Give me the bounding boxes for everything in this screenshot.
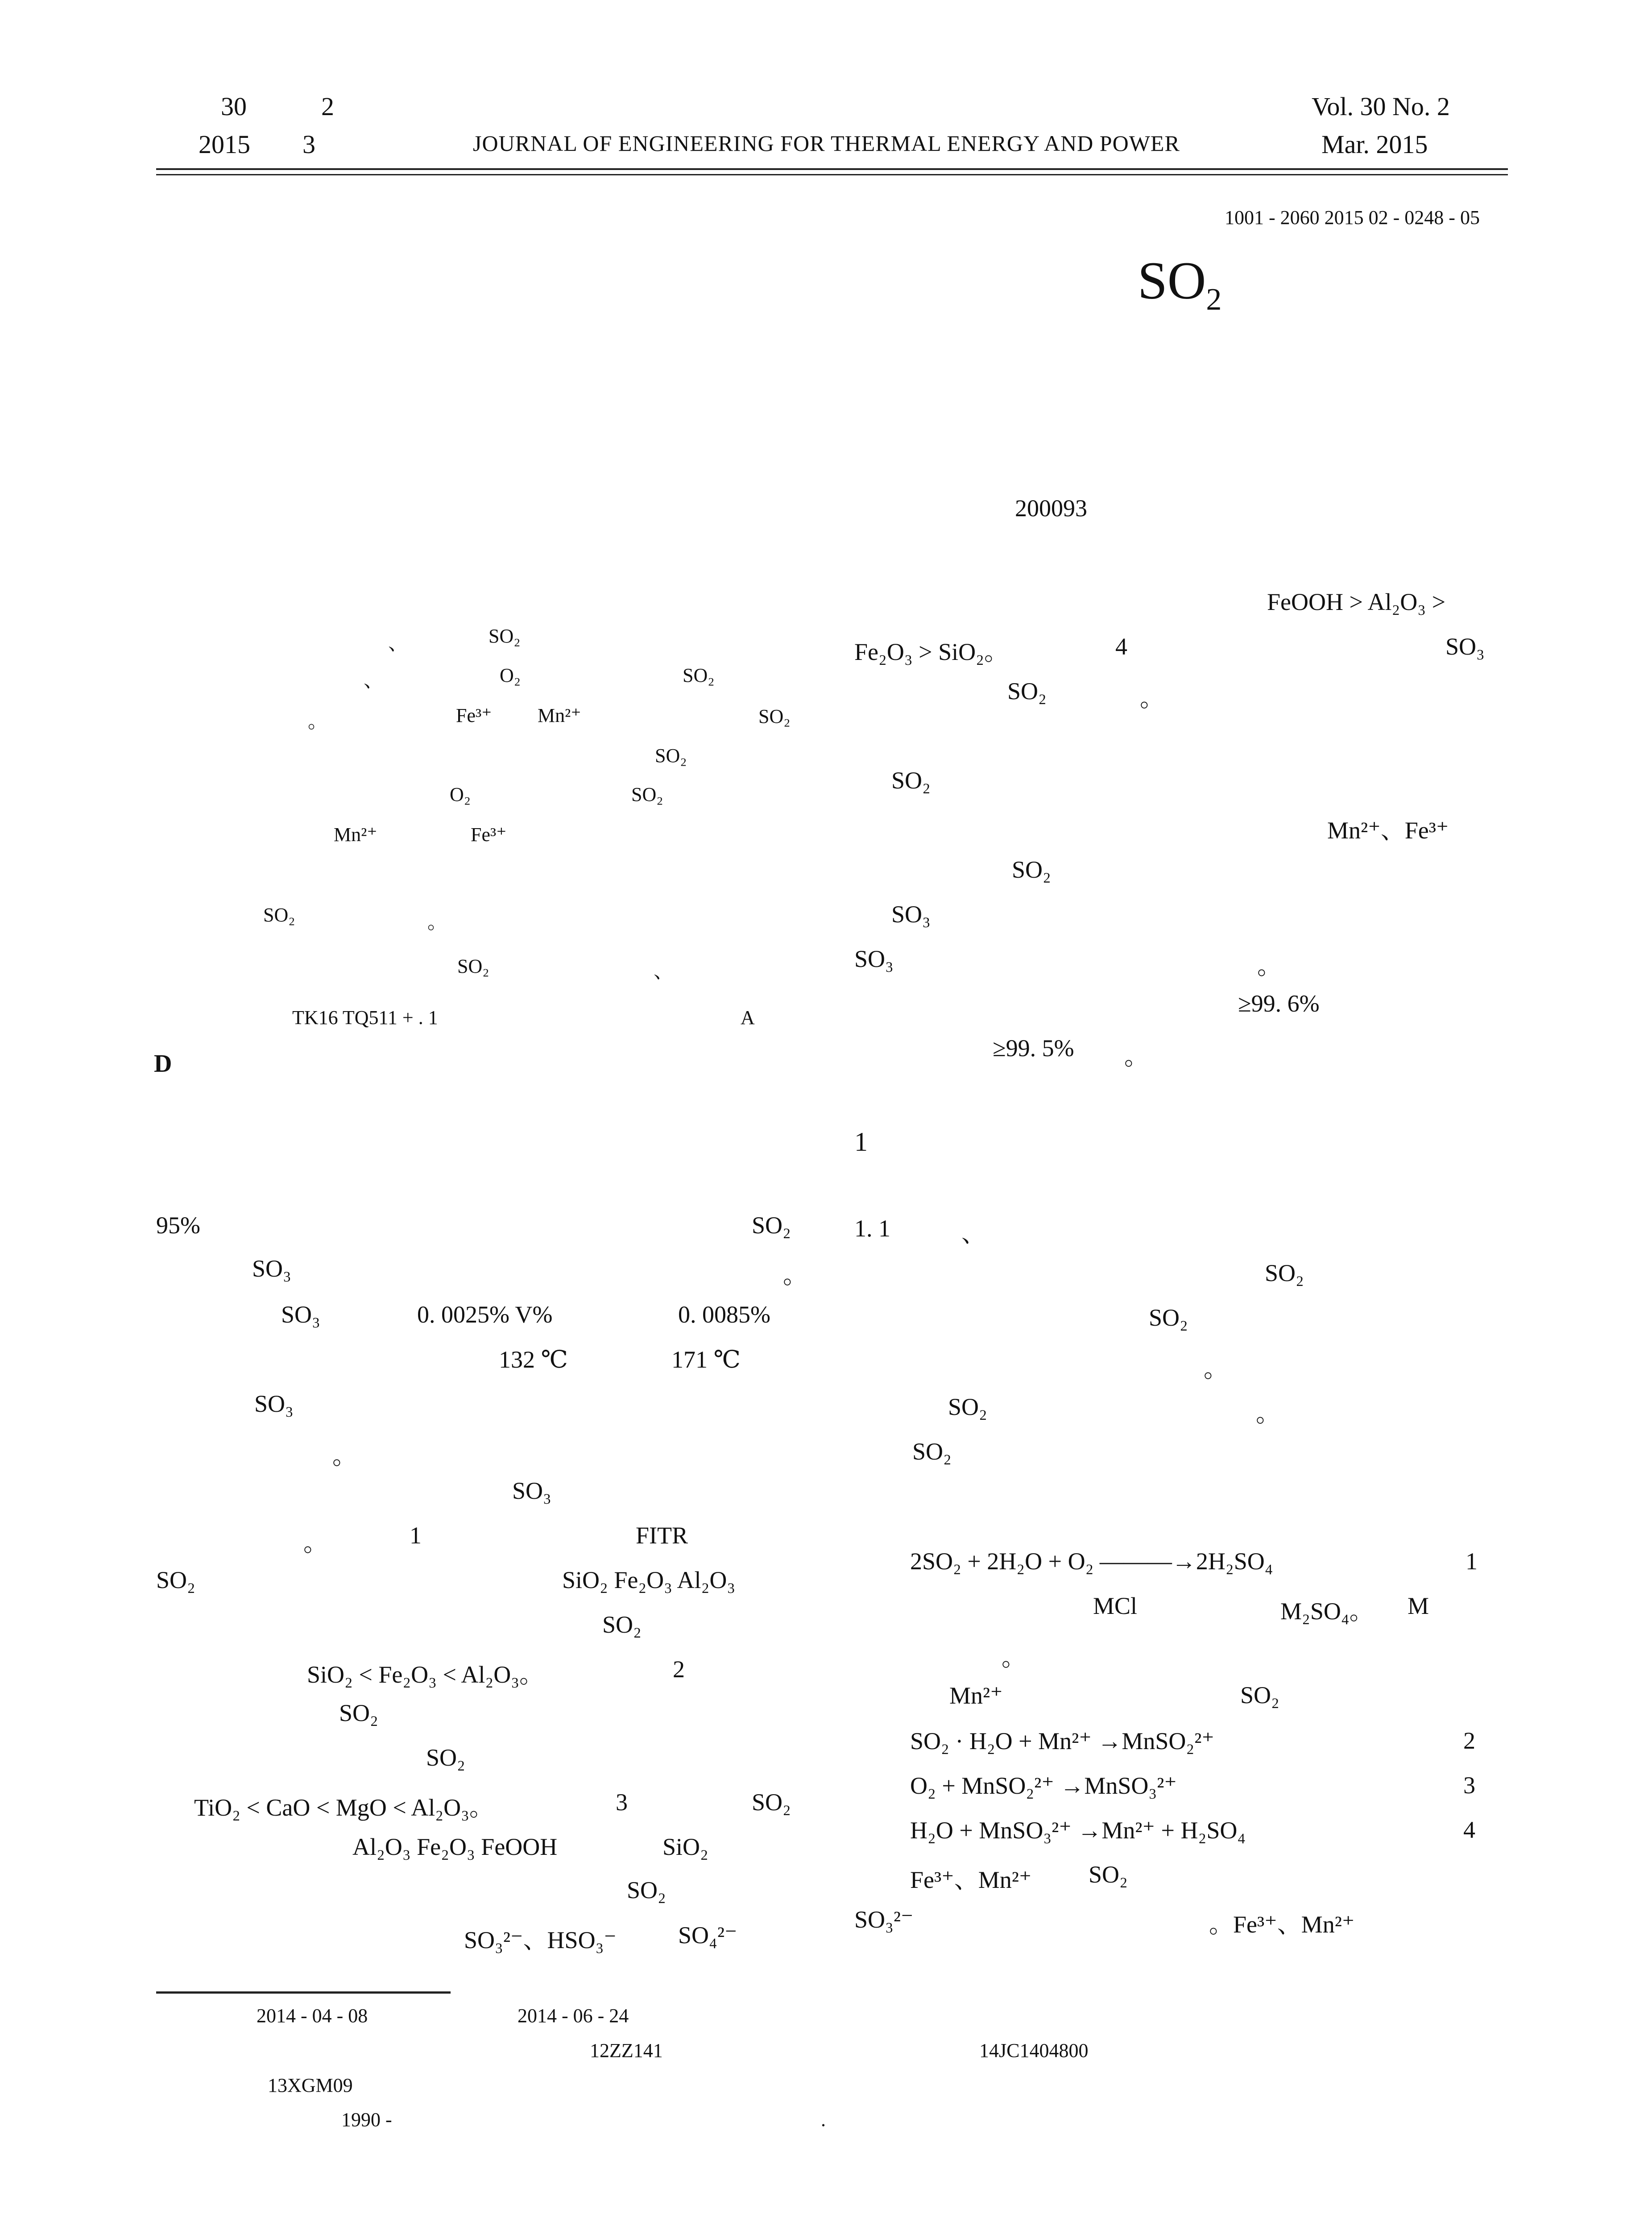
header-rule-bottom [156,174,1508,175]
postcode: 200093 [1015,495,1087,522]
equation-3-number: 3 [1463,1772,1475,1799]
header-date-en: Mar. 2015 [1321,130,1428,159]
equation-4-number: 4 [1463,1816,1475,1843]
header-volume: 30 [221,92,247,121]
equation-1-number: 1 [1466,1548,1478,1575]
equation-1: 2SO₂ + 2H₂O + O₂ ———→2H₂SO₄ [910,1548,1273,1575]
equation-2: SO₂ · H₂O + Mn²⁺ →MnSO₂²⁺ [910,1728,1214,1754]
equation-4: H₂O + MnSO₃²⁺ →Mn²⁺ + H₂SO₄ [910,1817,1246,1844]
journal-name: JOURNAL OF ENGINEERING FOR THERMAL ENERGY AND POWER [473,131,1180,156]
footnote-rule [156,1991,451,1994]
header-issue: 2 [321,92,334,121]
section-1-heading: 1 [854,1127,868,1157]
header-rule-top [156,168,1508,170]
header-month: 3 [302,130,315,159]
page-title: $SO_2$ [1138,251,1222,317]
equation-3: O₂ + MnSO₂²⁺ →MnSO₃²⁺ [910,1772,1177,1799]
article-id: 1001 - 2060 2015 02 - 0248 - 05 [1225,207,1480,228]
header-volume-en: Vol. 30 No. 2 [1312,92,1450,121]
equation-2-number: 2 [1463,1727,1475,1754]
header-year: 2015 [199,130,250,159]
section-1-1-heading: 1. 1 [854,1215,890,1242]
